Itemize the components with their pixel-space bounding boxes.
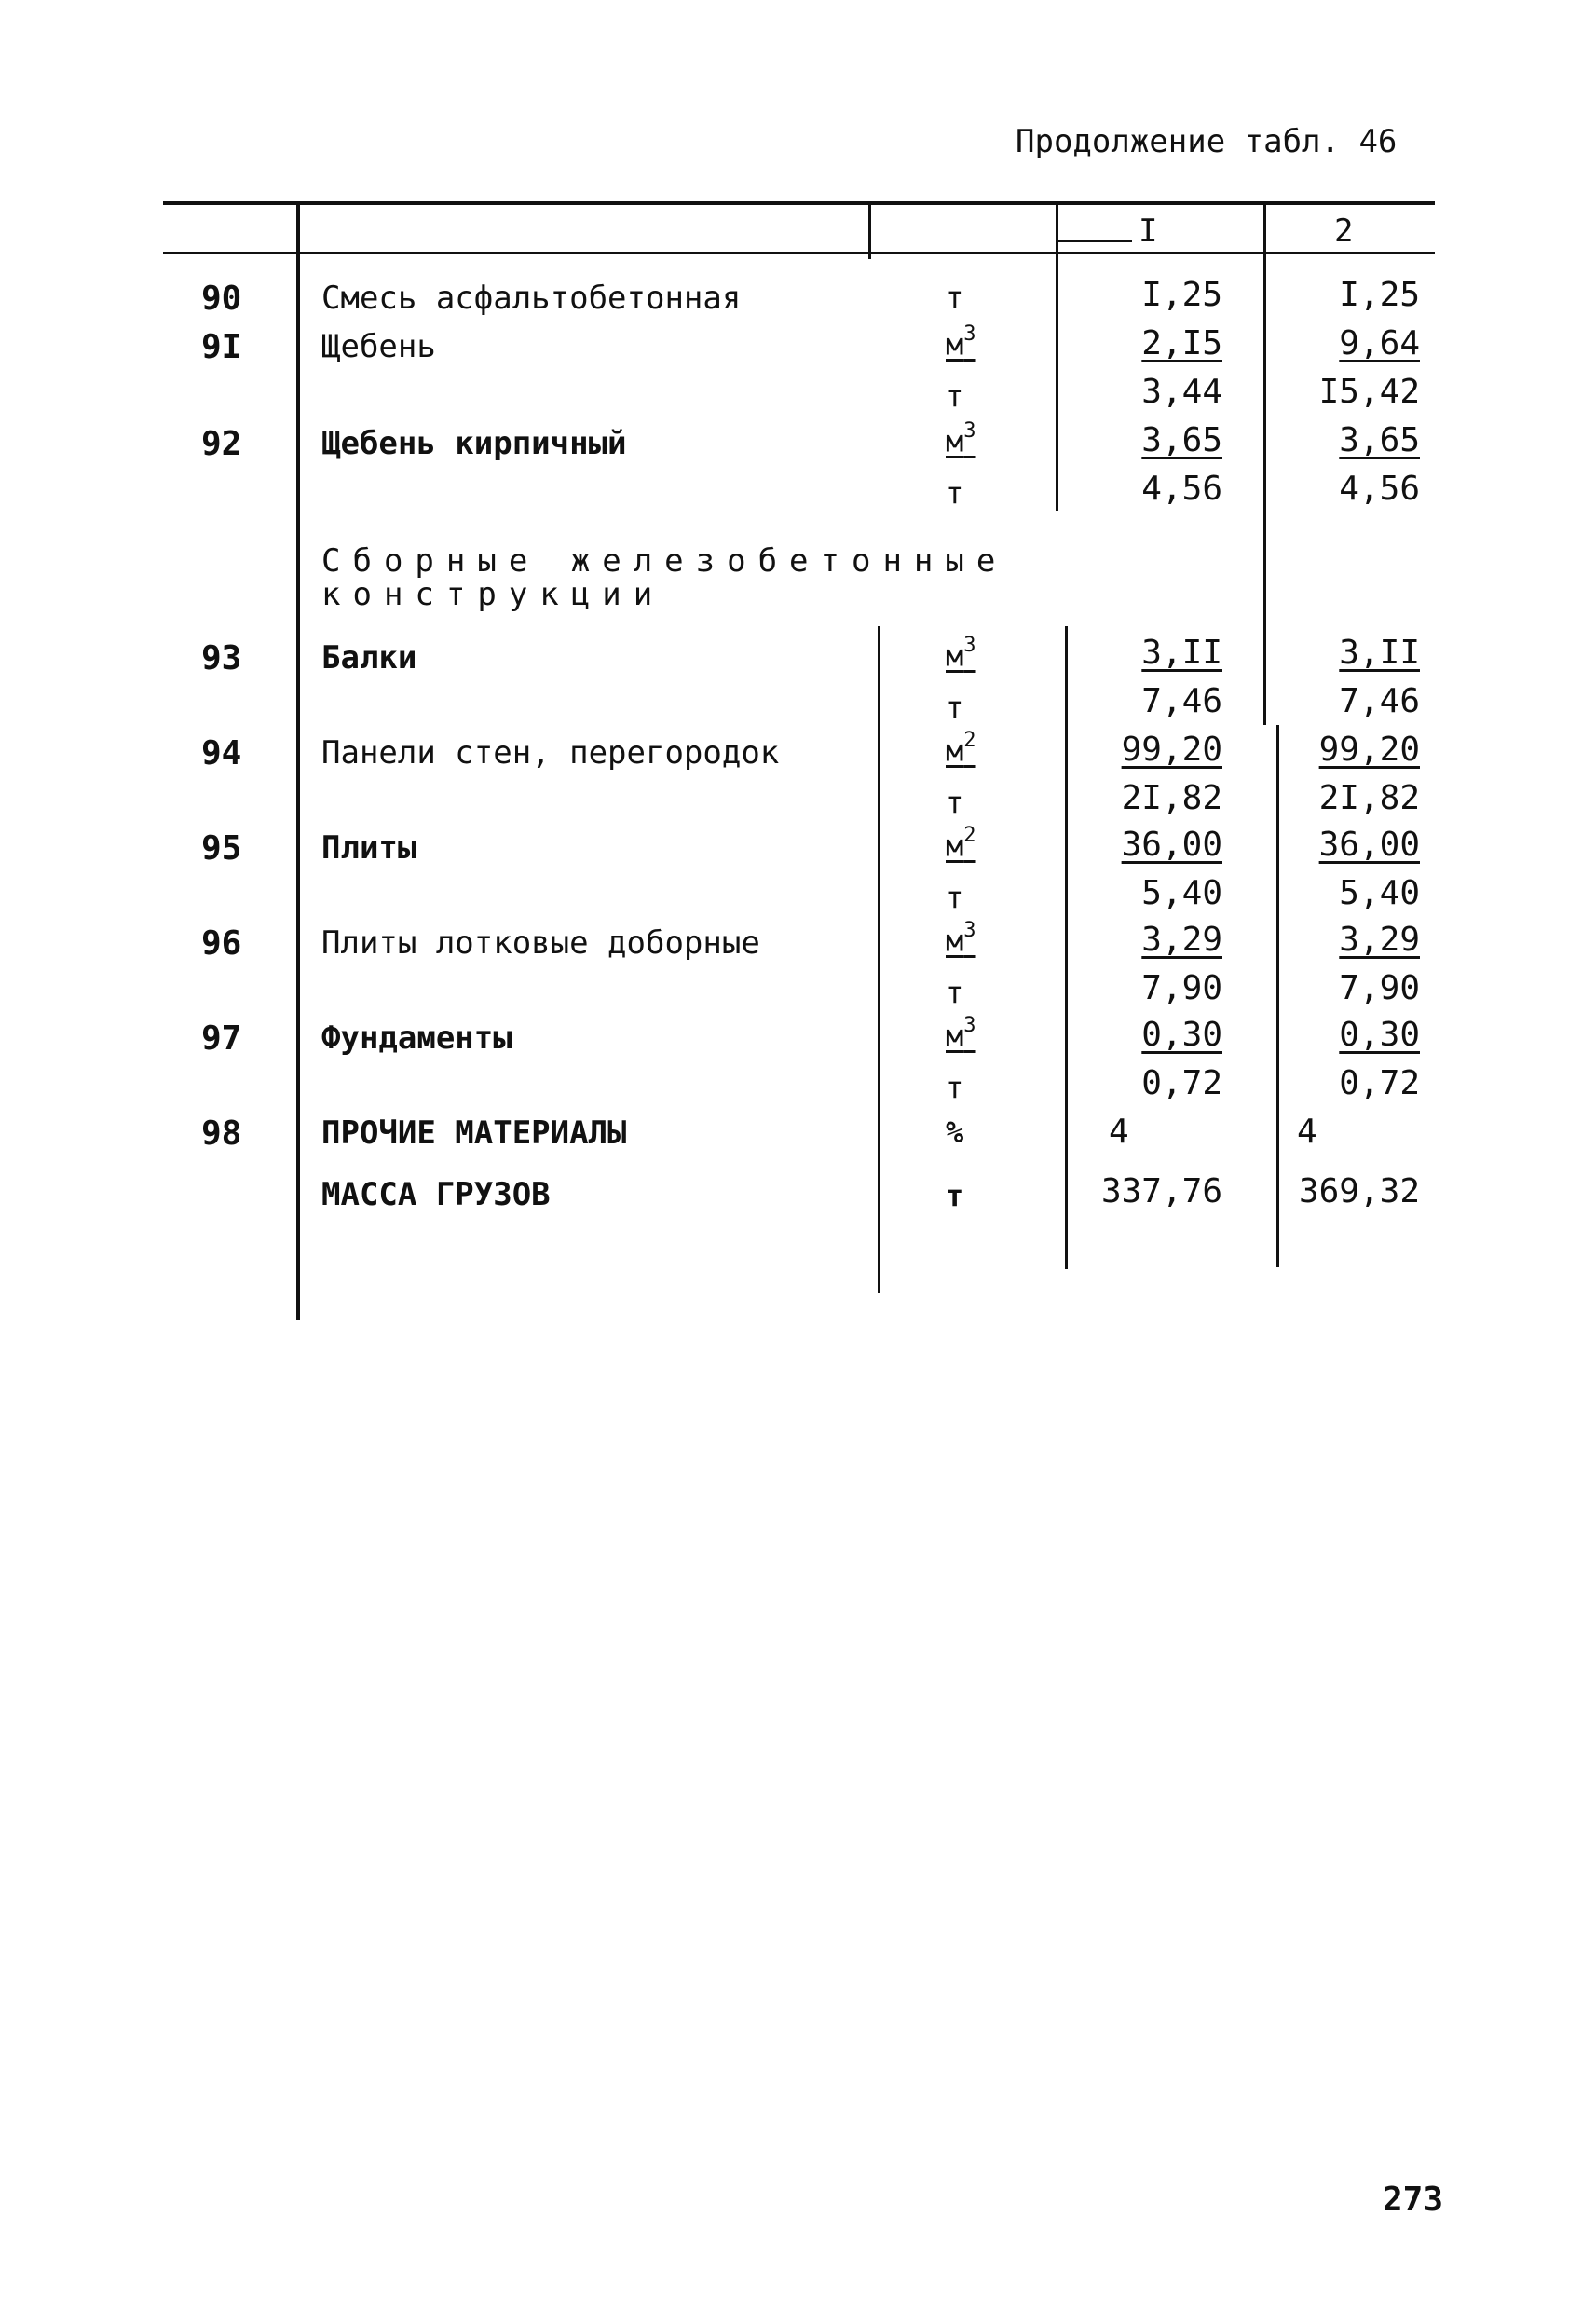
- row-value-1: 3,II: [1141, 634, 1222, 672]
- row-number: 97: [201, 1019, 242, 1058]
- row-unit: $м^3$: [946, 419, 976, 459]
- total-value-2: 369,32: [1298, 1172, 1420, 1210]
- row-value-2: 3,65: [1339, 421, 1420, 459]
- row-value-1: 2I,82: [1121, 779, 1222, 817]
- total-unit: т: [946, 1178, 964, 1213]
- row-number: 98: [201, 1114, 242, 1153]
- row-name: Панели стен, перегородок: [321, 734, 780, 772]
- row-value-2: 3,29: [1339, 921, 1420, 959]
- section-title-line1: Сборные железобетонные: [321, 542, 1008, 580]
- row-value-2: I,25: [1339, 276, 1420, 314]
- row-unit: т: [946, 1070, 964, 1105]
- table-top-rule: [163, 201, 1435, 205]
- col-divider-name: [868, 203, 871, 259]
- table-caption: Продолжение табл. 46: [1016, 123, 1398, 160]
- row-number: 92: [201, 425, 242, 463]
- row-value-1: 0,72: [1141, 1064, 1222, 1102]
- row-name: Плиты: [321, 829, 417, 867]
- row-number: 90: [201, 280, 242, 318]
- col-header-1: I: [1139, 212, 1158, 250]
- row-value-2: 3,II: [1339, 634, 1420, 672]
- row-value-2: 99,20: [1318, 731, 1420, 769]
- row-value-2: 9,64: [1339, 324, 1420, 362]
- row-number: 96: [201, 924, 242, 963]
- row-unit: $м^3$: [946, 322, 976, 362]
- row-value-2: 36,00: [1318, 826, 1420, 864]
- row-unit: $м^2$: [946, 729, 976, 769]
- row-number: 93: [201, 639, 242, 677]
- row-number: 95: [201, 829, 242, 868]
- row-unit: т: [946, 975, 964, 1010]
- row-value-2: I5,42: [1318, 373, 1420, 411]
- row-value-1: 4: [1109, 1113, 1129, 1151]
- row-name: Балки: [321, 639, 417, 677]
- row-value-2: 5,40: [1339, 874, 1420, 912]
- header-sub-rule: [1057, 240, 1132, 242]
- row-unit: $м^3$: [946, 1014, 976, 1054]
- row-value-1: 7,46: [1141, 682, 1222, 720]
- row-value-1: 3,65: [1141, 421, 1222, 459]
- section-title-line2: конструкции: [321, 576, 665, 613]
- row-value-2: 2I,82: [1318, 779, 1420, 817]
- row-unit: $м^3$: [946, 919, 976, 959]
- row-unit: т: [946, 690, 964, 725]
- row-name: Смесь асфальтобетонная: [321, 280, 742, 317]
- row-unit: %: [946, 1114, 964, 1150]
- row-value-1: 2,I5: [1141, 324, 1222, 362]
- row-name: Плиты лотковые доборные: [321, 924, 760, 962]
- total-value-1: 337,76: [1100, 1172, 1222, 1210]
- row-value-1: 5,40: [1141, 874, 1222, 912]
- row-unit: $м^3$: [946, 634, 976, 674]
- row-unit: $м^2$: [946, 824, 976, 864]
- row-value-2: 0,30: [1339, 1016, 1420, 1054]
- row-number: 94: [201, 734, 242, 773]
- row-value-2: 0,72: [1339, 1064, 1420, 1102]
- row-value-2: 7,90: [1339, 969, 1420, 1007]
- row-value-2: 4,56: [1339, 470, 1420, 508]
- row-value-1: 4,56: [1141, 470, 1222, 508]
- row-value-1: 99,20: [1121, 731, 1222, 769]
- row-number: 9I: [201, 328, 242, 366]
- header-bottom-rule: [163, 252, 1435, 254]
- row-value-1: 3,44: [1141, 373, 1222, 411]
- row-value-1: 3,29: [1141, 921, 1222, 959]
- row-value-1: 7,90: [1141, 969, 1222, 1007]
- row-unit: т: [946, 378, 964, 414]
- row-name: Щебень кирпичный: [321, 425, 627, 462]
- row-value-2: 4: [1297, 1113, 1317, 1151]
- row-value-1: 36,00: [1121, 826, 1222, 864]
- row-name: Щебень: [321, 328, 436, 365]
- row-value-1: I,25: [1141, 276, 1222, 314]
- row-unit: т: [946, 475, 964, 511]
- row-name: ПРОЧИЕ МАТЕРИАЛЫ: [321, 1114, 627, 1152]
- row-unit: т: [946, 785, 964, 820]
- col-divider-values: [1263, 203, 1266, 725]
- row-unit: т: [946, 280, 964, 315]
- row-name: Фундаменты: [321, 1019, 512, 1057]
- row-value-2: 7,46: [1339, 682, 1420, 720]
- row-value-1: 0,30: [1141, 1016, 1222, 1054]
- col-header-2: 2: [1334, 212, 1354, 250]
- row-unit: т: [946, 880, 964, 915]
- col-divider-number: [296, 203, 300, 1320]
- total-label: МАССА ГРУЗОВ: [321, 1176, 551, 1213]
- page-number: 273: [1383, 2181, 1444, 2219]
- col-divider-name-lower: [878, 626, 880, 1293]
